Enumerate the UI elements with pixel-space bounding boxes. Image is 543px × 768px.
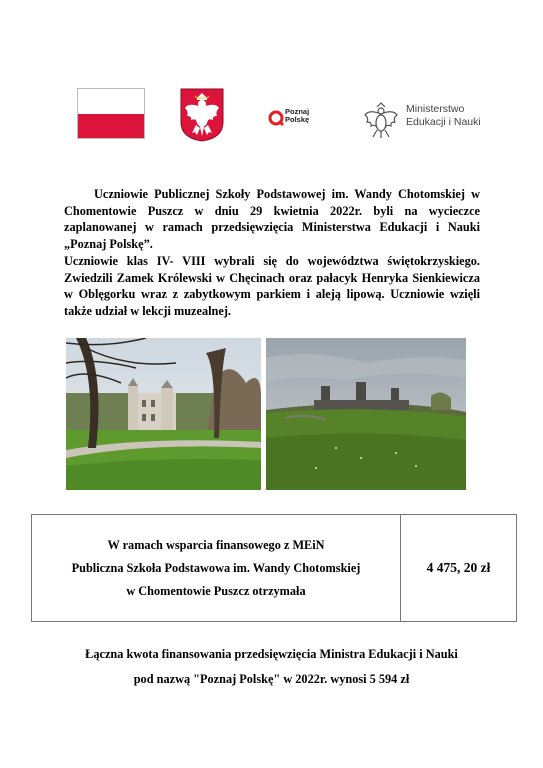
ministry-name	[406, 103, 481, 129]
poznaj-line2: Polskę	[285, 115, 310, 124]
funding-line-2: Publiczna Szkoła Podstawowa im. Wandy Chotomskiej	[71, 560, 361, 575]
ministry-line2: Edukacji i Nauki	[406, 116, 481, 128]
photo-palace-park	[66, 338, 261, 490]
footer-line-1: Łączna kwota finansowania przedsięwzięcia Ministra Edukacji i Nauki	[85, 647, 458, 661]
intro-paragraph-1: Uczniowie Publicznej Szkoły Podstawowej im. Wandy Chotomskiej w Chomentowie Puszcz w dniu 29 kwietnia 2022r. byli na wycieczce zaplanowanej w ramach przedsięwzięcia Ministerstwa Edukacji i Nauki „Poznaj Polskę”.	[64, 187, 480, 252]
ministry-line1: Ministerstwo	[406, 103, 465, 115]
poznaj-polske-logo	[268, 108, 328, 132]
poznaj-polske-icon	[268, 110, 284, 126]
intro-text	[64, 186, 480, 320]
polish-flag-icon	[77, 88, 145, 139]
footer-line-2: pod nazwą "Poznaj Polskę" w 2022r. wynosi 5 594 zł	[133, 672, 410, 686]
ministry-eagle-icon	[362, 100, 400, 140]
footer-text	[30, 642, 513, 692]
photo-checiny-castle	[266, 338, 466, 490]
funding-line-1: W ramach wsparcia finansowego z MEiN	[107, 537, 325, 552]
poznaj-polske-text	[285, 108, 309, 124]
intro-paragraph-2: Uczniowie klas IV- VIII wybrali się do województwa świętokrzyskiego. Zwiedzili Zamek Królewski w Chęcinach oraz pałacyk Henryka Sienkiewicza w Oblęgorku wraz z zabytkowym parkiem i aleją lipową. Uczniowie wzięli także udział w lekcji muzealnej.	[64, 253, 480, 318]
ministry-logo	[362, 100, 492, 140]
funding-table	[31, 514, 517, 622]
poznaj-line1: Poznaj	[285, 107, 310, 116]
logo-bar	[0, 88, 543, 144]
funding-description	[32, 515, 401, 621]
funding-line-3: w Chomentowie Puszcz otrzymała	[126, 583, 306, 598]
funding-amount: 4 475, 20 zł	[426, 560, 491, 575]
polish-eagle-emblem-icon	[180, 88, 224, 142]
